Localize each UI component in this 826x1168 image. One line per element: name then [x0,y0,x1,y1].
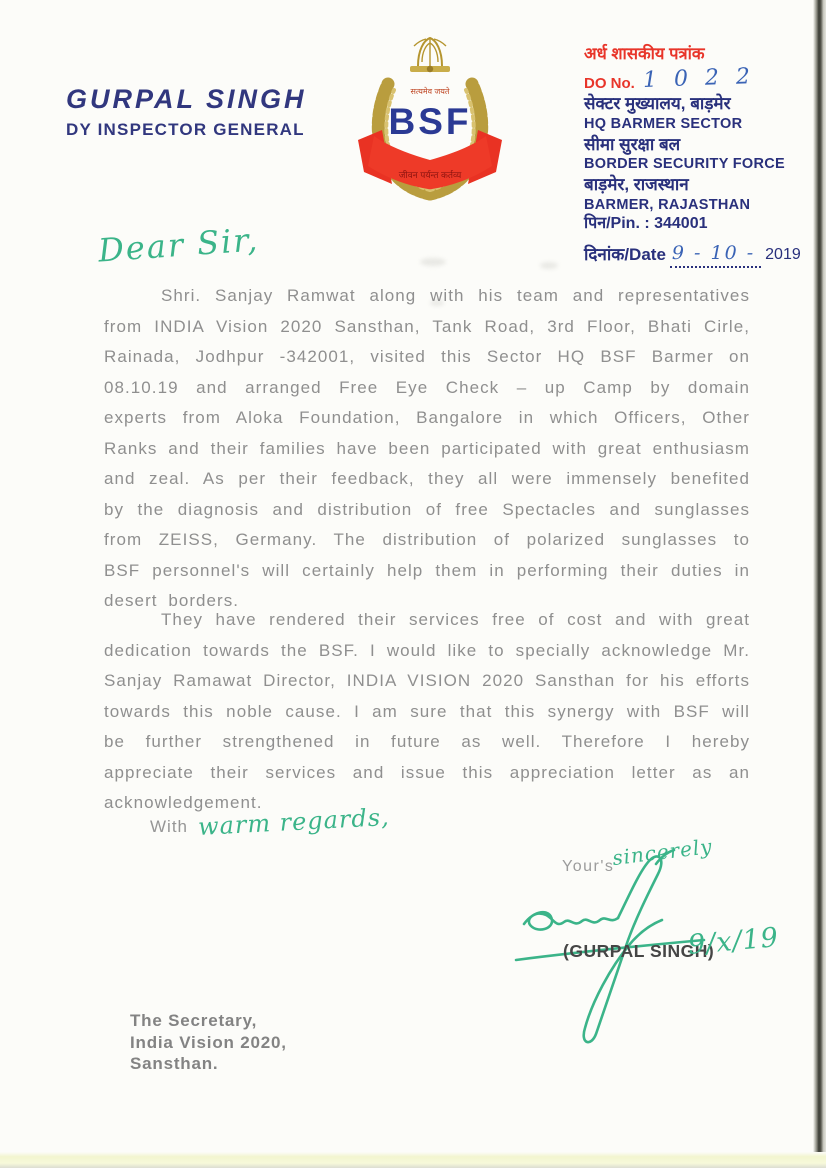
sender-title: DY INSPECTOR GENERAL [66,120,305,139]
do-no-label: DO No. [584,75,635,93]
scan-edge-right [813,0,826,1168]
sender-block [66,84,307,140]
bsf-emblem [348,32,512,212]
addressee-line: India Vision 2020, [130,1032,287,1052]
ashoka-lion-capital-icon [410,38,450,72]
hq-hindi: सेक्टर मुख्यालय, बाड़मेर [584,94,731,114]
semi-official-line: अर्ध शासकीय पत्रांक [584,45,705,63]
scan-smudge [420,258,446,266]
closing-line [150,803,391,842]
date-label: दिनांक/Date [584,245,666,265]
addressee-line: The Secretary, [130,1011,258,1030]
closing-handwritten: warm regards, [197,803,391,842]
addressee-block [130,1010,287,1075]
scan-edge-bottom [0,1152,826,1168]
force-english: BORDER SECURITY FORCE [584,156,785,173]
place-hindi: बाड़मेर, राजस्थान [584,174,689,194]
body-paragraph-2 [104,605,750,819]
signer-name: (GURPAL SINGH) [563,941,715,961]
emblem-motto-text: सत्यमेव जयते [410,87,450,96]
pin-line: पिन/Pin. : 344001 [584,215,708,233]
scan-smudge [540,262,558,269]
signature-date-handwritten: 9/x/19 [686,922,781,961]
do-no-handwritten-value: 1 0 2 2 [642,64,756,94]
yours-label: Your's [562,858,615,875]
salutation-handwritten: Dear Sir, [96,220,261,270]
force-hindi: सीमा सुरक्षा बल [584,134,681,154]
body-paragraph-1 [104,281,750,617]
hq-english: HQ BARMER SECTOR [584,116,743,133]
emblem-banner-text: जीवन पर्यन्त कर्तव्य [398,170,462,180]
closing-typed: With [150,817,188,836]
date-year: 2019 [765,246,801,264]
paragraph-1-text: Shri. Sanjay Ramwat along with his team and representatives from INDIA Vision 2020 Sansthan, Tank Road, 3rd Floor, Bhati Cirle, Rainada, Jodhpur -342001, visited this Sector HQ BSF Barmer on 08.10.19 and arranged Free Eye Check – up Camp by domain experts from Aloka Foundation, Bangalore in which Officers, Other Ranks and their families have been participated with great enthusiasm and zeal. As per their feedback, they all were immensely benefited by the diagnosis and distribution of free Spectacles and sunglasses from ZEISS, Germany. The distribution of polarized sunglasses to BSF personnel's will certainly help them in performing their duties in desert borders. [104,286,750,610]
paragraph-2-text: They have rendered their services free of cost and with great dedication towards the BSF. I would like to specially acknowledge Mr. Sanjay Ramawat Director, INDIA VISION 2020 Sansthan for his efforts towards this noble cause. I am sure that this synergy with BSF will be further strengthened in future as well. Therefore I hereby appreciate their services and issue this appreciation letter as an acknowledgement. [104,610,750,812]
sincerely-handwritten: sincerely [610,833,714,871]
addressee-line: Sansthan. [130,1054,219,1073]
sender-name: GURPAL SINGH [66,84,307,114]
letterhead-right-block [584,44,812,266]
place-english: BARMER, RAJASTHAN [584,196,751,213]
date-handwritten: 9 - 10 - [670,241,761,268]
emblem-abbr-text: BSF [388,101,472,142]
